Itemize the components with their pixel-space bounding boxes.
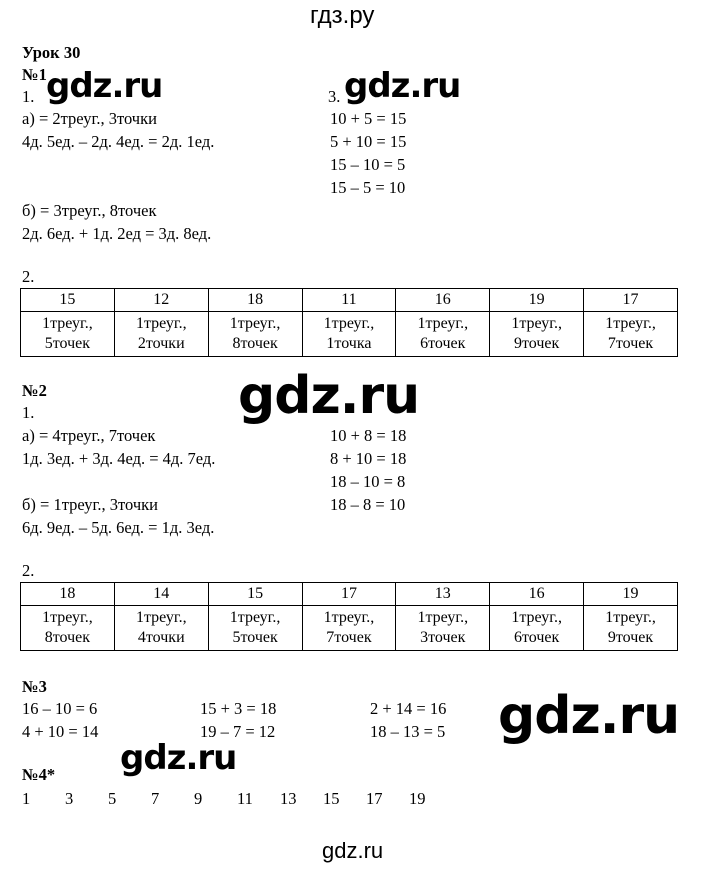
list-item: 5 [108,789,117,808]
lesson-title: Урок 30 [22,43,81,62]
watermark: gdz.ru [46,66,163,106]
ex1-b-calc: 2д. 6ед. + 1д. 2ед = 3д. 8ед. [22,224,212,243]
ex2-a-line: а) = 4треуг., 7точек [22,426,156,445]
ex1-a-line: а) = 2треуг., 3точки [22,109,157,128]
ex1-eq-1: 10 + 5 = 15 [330,109,407,128]
table-cell [302,606,396,651]
cell-line: 1треуг., [323,315,375,332]
table-cell: 11 [302,289,396,312]
cell-line: 4точки [137,629,185,646]
table-row [21,606,678,651]
cell-line: 6точек [513,629,560,646]
ex2-b-line: б) = 1треуг., 3точки [22,495,159,514]
cell-line: 9точек [607,629,654,646]
ex2-b-calc: 6д. 9ед. – 5д. 6ед. = 1д. 3ед. [22,518,215,537]
table-cell: 17 [302,583,396,606]
table-cell [114,606,208,651]
list-item: 11 [237,789,253,808]
ex2-eq-1: 10 + 8 = 18 [330,426,407,445]
ex1-table [20,288,678,357]
ex2-label: №2 [22,381,47,400]
ex3-eq: 2 + 14 = 16 [370,699,447,718]
ex1-eq-3: 15 – 10 = 5 [330,155,406,174]
table-cell: 19 [490,289,584,312]
ex4-label: №4* [22,765,56,784]
table-cell: 13 [396,583,490,606]
cell-line: 1треуг., [605,315,656,332]
table-cell: 19 [584,583,678,606]
ex1-a-calc: 4д. 5ед. – 2д. 4ед. = 2д. 1ед. [22,132,215,151]
ex2-eq-3: 18 – 10 = 8 [330,472,406,491]
table-cell [302,312,396,357]
ex2-part2-number: 2. [22,561,35,580]
cell-line: 1треуг., [417,315,469,332]
cell-line: 1треуг., [229,315,281,332]
table-cell [584,606,678,651]
ex1-part2-number: 2. [22,267,35,286]
table-row [21,312,678,357]
cell-line: 1треуг., [511,315,562,332]
cell-line: 1треуг., [605,609,656,626]
table-cell [208,312,302,357]
ex3-eq: 18 – 13 = 5 [370,722,446,741]
cell-line: 8точек [44,629,91,646]
ex1-eq-4: 15 – 5 = 10 [330,178,406,197]
cell-line: 8точек [232,335,278,352]
table-cell: 14 [114,583,208,606]
table-cell [584,312,678,357]
ex1-part1-number: 1. [22,87,35,106]
list-item: 19 [409,789,426,808]
cell-line: 1треуг., [511,609,562,626]
list-item: 17 [366,789,383,808]
ex1-label: №1 [22,65,47,84]
ex2-part1-number: 1. [22,403,35,422]
ex3-eq: 19 – 7 = 12 [200,722,276,741]
table-cell: 17 [584,289,678,312]
cell-line: 1треуг., [42,315,93,332]
list-item: 3 [65,789,74,808]
cell-line: 5точек [232,629,278,646]
ex2-eq-2: 8 + 10 = 18 [330,449,407,468]
cell-line: 5точек [44,335,91,352]
ex3-label: №3 [22,677,47,696]
ex2-a-calc: 1д. 3ед. + 3д. 4ед. = 4д. 7ед. [22,449,216,468]
cell-line: 3точек [420,629,466,646]
table-header-row [21,583,678,606]
watermark: gdz.ru [344,66,461,106]
table-cell [396,606,490,651]
watermark: gdz.ru [120,738,237,778]
ex3-eq: 16 – 10 = 6 [22,699,98,718]
ex1-b-line: б) = 3треуг., 8точек [22,201,157,220]
cell-line: 6точек [420,335,466,352]
cell-line: 1треуг., [135,609,187,626]
table-cell: 18 [21,583,115,606]
list-item: 15 [323,789,340,808]
ex3-eq: 4 + 10 = 14 [22,722,99,741]
site-footer: gdz.ru [322,838,384,863]
ex1-part3-number: 3. [328,87,341,106]
table-cell: 18 [208,289,302,312]
cell-line: 7точек [326,629,372,646]
list-item: 13 [280,789,297,808]
site-header: гдз.ру [310,2,375,29]
table-cell [114,312,208,357]
cell-line: 1треуг., [229,609,281,626]
ex2-eq-4: 18 – 8 = 10 [330,495,406,514]
watermark: gdz.ru [238,366,420,426]
cell-line: 1треуг., [417,609,469,626]
table-cell [490,312,584,357]
list-item: 7 [151,789,160,808]
table-cell: 16 [490,583,584,606]
table-cell [21,606,115,651]
ex2-table [20,582,678,651]
cell-line: 9точек [513,335,560,352]
ex1-eq-2: 5 + 10 = 15 [330,132,407,151]
ex4-number-row [22,788,452,810]
watermark: gdz.ru [498,686,680,746]
table-cell [208,606,302,651]
table-cell: 15 [21,289,115,312]
table-header-row [21,289,678,312]
cell-line: 1треуг., [135,315,187,332]
table-cell [396,312,490,357]
ex3-eq: 15 + 3 = 18 [200,699,277,718]
list-item: 1 [22,789,31,808]
table-cell [21,312,115,357]
table-cell [490,606,584,651]
table-cell: 16 [396,289,490,312]
cell-line: 2точки [137,335,185,352]
cell-line: 1треуг., [42,609,93,626]
table-cell: 12 [114,289,208,312]
cell-line: 7точек [607,335,654,352]
cell-line: 1точка [326,335,372,352]
list-item: 9 [194,789,203,808]
table-cell: 15 [208,583,302,606]
cell-line: 1треуг., [323,609,375,626]
